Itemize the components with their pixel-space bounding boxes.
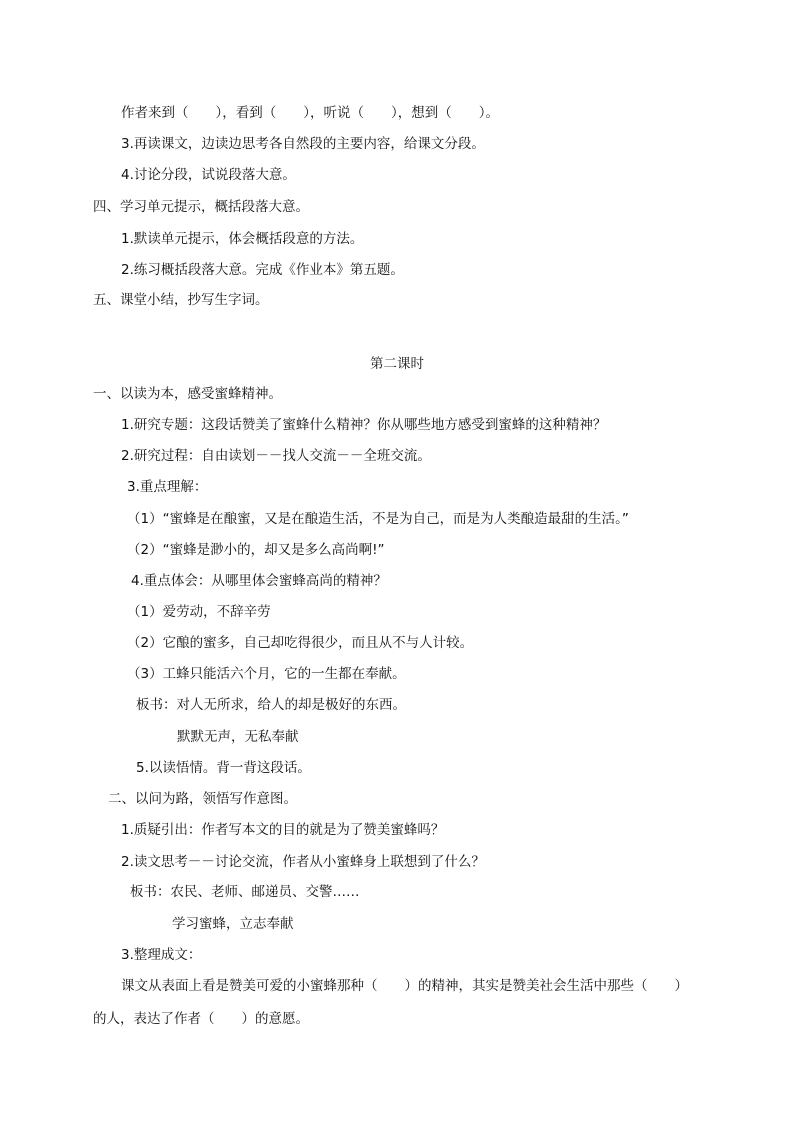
quote-line: （1）“蜜蜂是在酿蜜，又是在酿造生活，不是为自己，而是为人类酿造最甜的生活。” (127, 511, 629, 527)
section-heading: 一、以读为本，感受蜜蜂精神。 (93, 386, 282, 402)
text-line: 4.讨论分段，试说段落大意。 (121, 167, 296, 183)
text-line: 5.以读悟情。背一背这段话。 (136, 760, 311, 776)
list-item: （3）工蜂只能活六个月，它的一生都在奉献。 (127, 666, 406, 682)
paragraph-line: 课文从表面上看是赞美可爱的小蜜蜂那种（ ）的精神，其实是赞美社会生活中那些（ ） (121, 978, 688, 994)
lesson-title: 第二课时 (370, 356, 424, 372)
text-line: 1.默读单元提示，体会概括段意的方法。 (121, 231, 364, 247)
text-line: 2.练习概括段落大意。完成《作业本》第五题。 (121, 262, 404, 278)
text-line: 4.重点体会：从哪里体会蜜蜂高尚的精神？ (131, 573, 387, 589)
text-line: 2.研究过程：自由读划－－找人交流－－全班交流。 (121, 448, 431, 464)
text-line: 2.读文思考－－讨论交流，作者从小蜜蜂身上联想到了什么？ (121, 854, 485, 870)
list-item: （2）它酿的蜜多，自己却吃得很少，而且从不与人计较。 (127, 635, 474, 651)
board-note: 默默无声，无私奉献 (177, 729, 299, 745)
text-line: 1.研究专题：这段话赞美了蜜蜂什么精神？你从哪些地方感受到蜜蜂的这种精神？ (121, 417, 607, 433)
section-heading: 二、以问为路，领悟写作意图。 (108, 791, 297, 807)
quote-line: （2）“蜜蜂是渺小的，却又是多么高尚啊!” (127, 542, 385, 558)
text-line: 3.整理成文： (121, 947, 202, 963)
board-note: 学习蜜蜂，立志奉献 (172, 916, 294, 932)
text-line: 3.再读课文，边读边思考各自然段的主要内容，给课文分段。 (121, 136, 485, 152)
section-heading: 四、学习单元提示，概括段落大意。 (93, 199, 309, 215)
text-line: 3.重点理解： (127, 479, 208, 495)
paragraph-line: 的人，表达了作者（ ）的意愿。 (93, 1011, 309, 1027)
board-note: 板书：对人无所求，给人的却是极好的东西。 (136, 697, 406, 713)
section-heading: 五、课堂小结，抄写生字词。 (93, 292, 269, 308)
list-item: （1）爱劳动，不辞辛劳 (127, 604, 271, 620)
board-note: 板书：农民、老师、邮递员、交警…… (130, 884, 360, 900)
text-line: 1.质疑引出：作者写本文的目的就是为了赞美蜜蜂吗？ (121, 822, 445, 838)
text-line: 作者来到（ ），看到（ ），听说（ ），想到（ ）。 (121, 105, 499, 121)
